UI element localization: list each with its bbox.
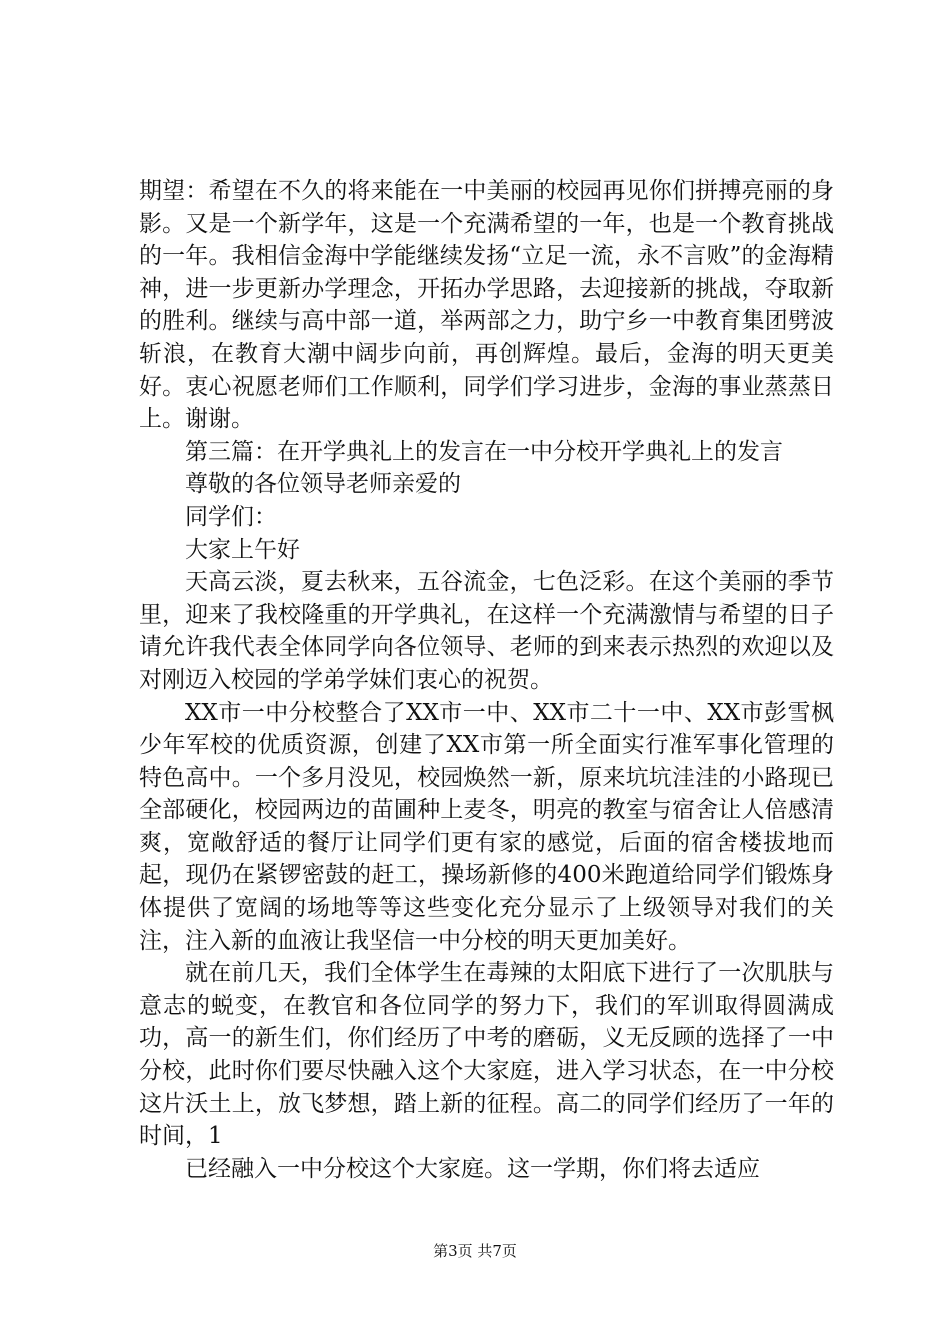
paragraph-9: 已经融入一中分校这个大家庭。这一学期，你们将去适应: [185, 1155, 760, 1182]
paragraph-5-greeting: 大家上午好: [185, 536, 300, 563]
paragraph-6: 天高云淡，夏去秋来，五谷流金，七色泛彩。在这个美丽的季节里，迎来了我校隆重的开学典礼，在这样一个充满激情与希望的日子请允许我代表全体同学向各位领导、老师的到来表示热烈的欢迎以及对刚迈入校园的学弟学妹们衷心的祝贺。: [139, 569, 834, 693]
document-body: [139, 175, 834, 1185]
paragraph-2-section-title: 第三篇：在开学典礼上的发言在一中分校开学典礼上的发言: [185, 438, 783, 465]
paragraph-4-salutation: 同学们：: [185, 503, 277, 530]
page-footer: 第3页 共7页: [433, 1242, 517, 1260]
paragraph-7: XX市一中分校整合了XX市一中、XX市二十一中、XX市彭雪枫少年军校的优质资源，创建了XX市第一所全面实行准军事化管理的特色高中。一个多月没见，校园焕然一新，原来坑坑洼洼的小路现已全部硬化，校园两边的苗圃种上麦冬，明亮的教室与宿舍让人倍感清爽，宽敞舒适的餐厅让同学们更有家的感觉，后面的宿舍楼拔地而起，现仍在紧锣密鼓的赶工，操场新修的400米跑道给同学们锻炼身体提供了宽阔的场地等等这些变化充分显示了上级领导对我们的关注，注入新的血液让我坚信一中分校的明天更加美好。: [139, 699, 834, 954]
paragraph-3-salutation: 尊敬的各位领导老师亲爱的: [185, 471, 461, 498]
paragraph-8: 就在前几天，我们全体学生在毒辣的太阳底下进行了一次肌肤与意志的蜕变，在教官和各位同学的努力下，我们的军训取得圆满成功，高一的新生们，你们经历了中考的磨砺，义无反顾的选择了一中分校，此时你们要尽快融入这个大家庭，进入学习状态，在一中分校这片沃土上，放飞梦想，踏上新的征程。高二的同学们经历了一年的时间，1: [139, 960, 834, 1150]
paragraph-1: 期望：希望在不久的将来能在一中美丽的校园再见你们拼搏亮丽的身影。又是一个新学年，这是一个充满希望的一年，也是一个教育挑战的一年。我相信金海中学能继续发扬“立足一流，永不言败”的金海精神，进一步更新办学理念，开拓办学思路，去迎接新的挑战，夺取新的胜利。继续与高中部一道，举两部之力，助宁乡一中教育集团劈波斩浪，在教育大潮中阔步向前，再创辉煌。最后，金海的明天更美好。衷心祝愿老师们工作顺利，同学们学习进步，金海的事业蒸蒸日上。谢谢。: [139, 178, 834, 433]
